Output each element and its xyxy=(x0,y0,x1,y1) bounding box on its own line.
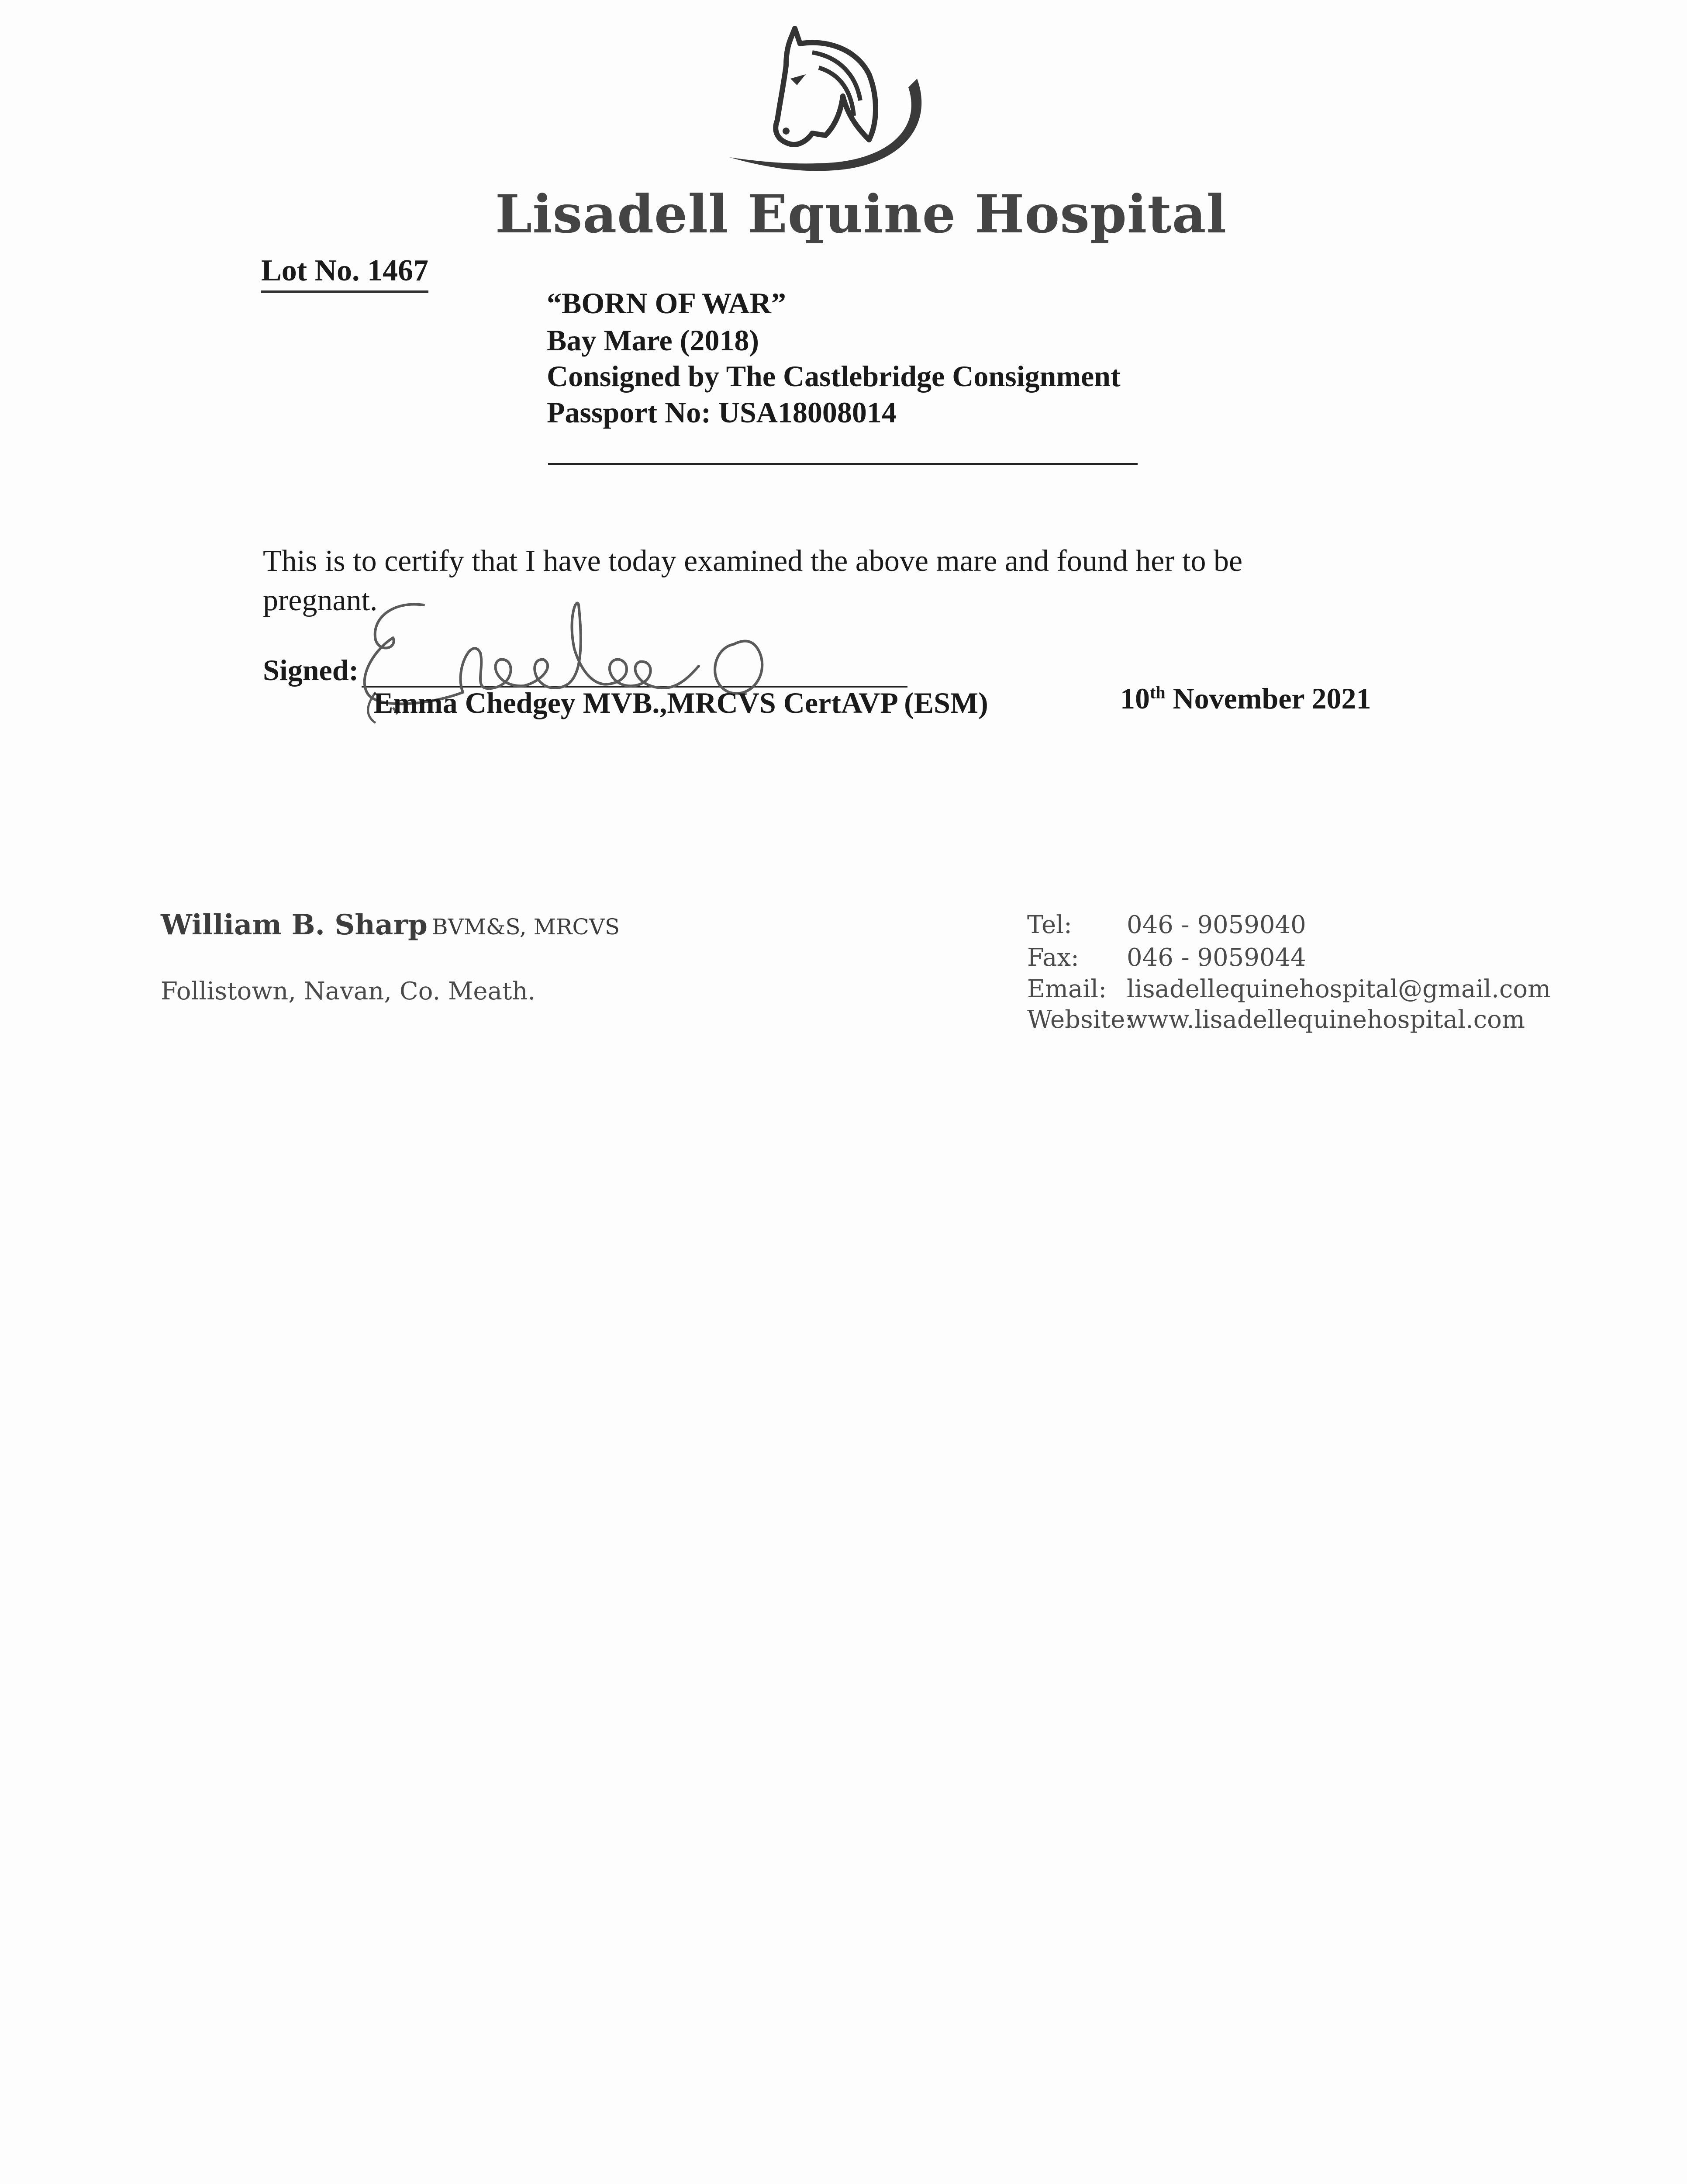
horse-consigner: Consigned by The Castlebridge Consignment xyxy=(547,359,1121,393)
website-label: Website: xyxy=(1027,1006,1134,1034)
fax-value: 046 - 9059044 xyxy=(1127,943,1306,972)
signed-label: Signed: xyxy=(263,653,359,687)
vet-name-text: William B. Sharp xyxy=(161,909,428,941)
horse-details-divider xyxy=(548,463,1138,465)
website-value: www.lisadellequinehospital.com xyxy=(1127,1006,1525,1034)
fax-label: Fax: xyxy=(1027,943,1079,972)
signatory-name: Emma Chedgey MVB.,MRCVS CertAVP (ESM) xyxy=(373,686,988,719)
certification-text-line-1: This is to certify that I have today examined the above mare and found her to be xyxy=(263,544,1243,578)
hospital-name: Lisadell Equine Hospital xyxy=(495,183,1227,245)
certification-text-line-2: pregnant. xyxy=(263,584,378,617)
footer-address: Follistown, Navan, Co. Meath. xyxy=(161,977,536,1006)
tel-label: Tel: xyxy=(1027,911,1072,939)
date-month-year: November 2021 xyxy=(1165,682,1371,715)
horse-name: “BORN OF WAR” xyxy=(547,287,786,320)
horse-head-logo-icon xyxy=(725,26,935,183)
footer-vet-name xyxy=(161,909,620,941)
email-value: lisadellequinehospital@gmail.com xyxy=(1127,975,1551,1003)
date-day: 10 xyxy=(1120,682,1150,715)
tel-value: 046 - 9059040 xyxy=(1127,911,1306,939)
vet-qualifications: BVM&S, MRCVS xyxy=(431,914,620,940)
lot-number: Lot No. 1467 xyxy=(261,253,428,293)
date-ordinal-suffix: th xyxy=(1150,682,1166,702)
email-label: Email: xyxy=(1027,975,1107,1003)
horse-description: Bay Mare (2018) xyxy=(547,324,759,357)
horse-passport-number: Passport No: USA18008014 xyxy=(547,396,897,429)
certificate-date xyxy=(1120,681,1371,716)
